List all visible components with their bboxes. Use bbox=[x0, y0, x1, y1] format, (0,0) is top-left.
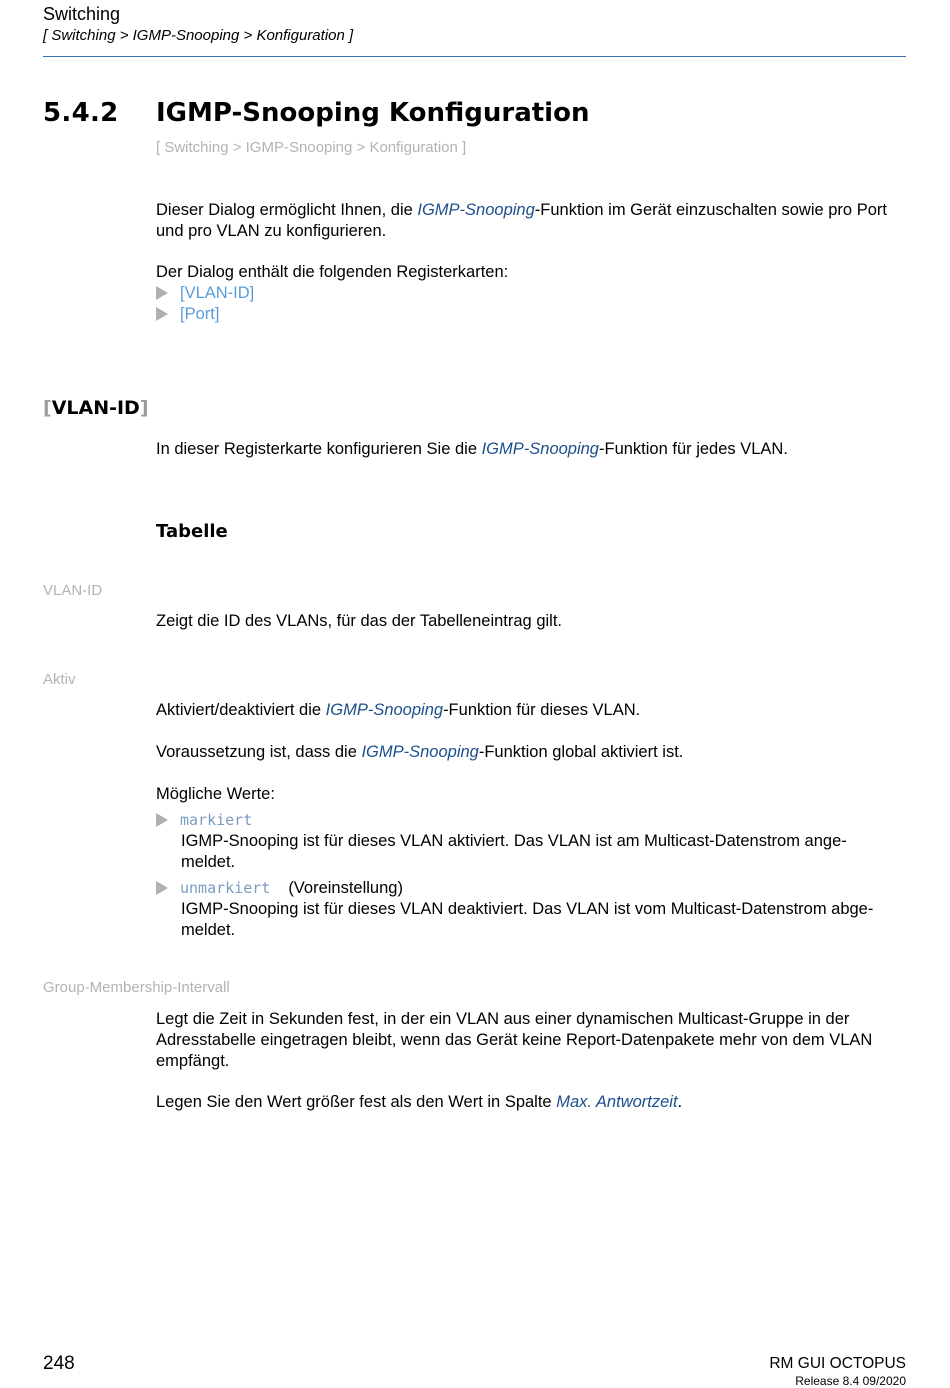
igmp-snooping-link[interactable]: IGMP-Snooping bbox=[361, 743, 479, 761]
section-number: 5.4.2 bbox=[43, 98, 119, 128]
bullet-triangle-icon bbox=[156, 286, 168, 300]
igmp-snooping-link[interactable]: IGMP-Snooping bbox=[417, 201, 535, 219]
unmarkiert-desc-line2: meldet. bbox=[181, 921, 236, 939]
gmi-desc-line3: empfängt. bbox=[156, 1052, 230, 1070]
intro-tabs-label: Der Dialog enthält die folgenden Registerkarten: bbox=[156, 263, 509, 281]
gmi-constraint bbox=[156, 1092, 908, 1113]
vlan-tab-desc-b: -Funktion für jedes VLAN. bbox=[599, 440, 788, 458]
gmi-constraint-b: . bbox=[677, 1093, 683, 1111]
tab-heading-vlan-id bbox=[43, 397, 149, 419]
tab-link-port[interactable]: [Port] bbox=[180, 305, 220, 323]
header-divider bbox=[43, 56, 906, 57]
intro-text-b: -Funktion im Gerät einzuschalten sowie pro Port bbox=[534, 201, 887, 219]
footer-release: Release 8.4 09/2020 bbox=[795, 1374, 906, 1388]
section-path: [ Switching > IGMP-Snooping > Konfiguration ] bbox=[156, 139, 467, 156]
gmi-desc-line1: Legt die Zeit in Sekunden fest, in der ein VLAN aus einer dynamischen Multicast-Gruppe in der bbox=[156, 1010, 850, 1028]
default-note: (Voreinstellung) bbox=[288, 879, 403, 897]
aktiv-prereq-a: Voraussetzung ist, dass die bbox=[156, 743, 362, 761]
param-label-group-membership-intervall: Group-Membership-Intervall bbox=[43, 979, 230, 996]
param-desc-vlan-id: Zeigt die ID des VLANs, für das der Tabelleneintrag gilt. bbox=[156, 612, 562, 630]
value-unmarkiert-desc bbox=[181, 899, 908, 941]
table-subheading: Tabelle bbox=[156, 521, 228, 542]
param-label-vlan-id: VLAN-ID bbox=[43, 582, 103, 599]
bullet-triangle-icon bbox=[156, 881, 168, 895]
bullet-triangle-icon bbox=[156, 813, 168, 827]
intro-text-a: Dieser Dialog ermöglicht Ihnen, die bbox=[156, 201, 418, 219]
markiert-desc-line1: IGMP-Snooping ist für dieses VLAN aktiviert. Das VLAN ist am Multicast-Datenstrom ange- bbox=[181, 832, 847, 850]
tab-link-vlan-id[interactable]: [VLAN-ID] bbox=[180, 284, 255, 302]
param-label-aktiv: Aktiv bbox=[43, 671, 76, 688]
footer-document-title: RM GUI OCTOPUS bbox=[769, 1355, 906, 1372]
value-markiert-desc bbox=[181, 831, 908, 873]
param-desc-aktiv bbox=[156, 700, 908, 721]
gmi-desc-line2: Adresstabelle eingetragen bleibt, wenn das Gerät keine Report-Datenpakete mehr von dem VLAN bbox=[156, 1031, 873, 1049]
bullet-triangle-icon bbox=[156, 307, 168, 321]
section-title: IGMP-Snooping Konfiguration bbox=[156, 98, 590, 128]
markiert-desc-line2: meldet. bbox=[181, 853, 236, 871]
heading-bracket-open: [ bbox=[43, 397, 52, 419]
value-option-unmarkiert bbox=[156, 878, 403, 899]
possible-values-label: Mögliche Werte: bbox=[156, 785, 275, 803]
value-markiert: markiert bbox=[180, 811, 253, 829]
igmp-snooping-link[interactable]: IGMP-Snooping bbox=[325, 701, 444, 719]
tab-list-item-vlan-id bbox=[156, 283, 254, 304]
igmp-snooping-link[interactable]: IGMP-Snooping bbox=[481, 440, 599, 458]
heading-bracket-close: ] bbox=[139, 397, 149, 419]
aktiv-prereq-b: -Funktion global aktiviert ist. bbox=[478, 743, 684, 761]
heading-text: VLAN-ID bbox=[51, 397, 140, 419]
aktiv-desc-b: -Funktion für dieses VLAN. bbox=[443, 701, 641, 719]
value-option-markiert bbox=[156, 810, 252, 831]
vlan-tab-description bbox=[156, 439, 908, 460]
intro-paragraph bbox=[156, 200, 908, 242]
unmarkiert-desc-line1: IGMP-Snooping ist für dieses VLAN deaktiviert. Das VLAN ist vom Multicast-Datenstrom abge- bbox=[181, 900, 874, 918]
vlan-tab-desc-a: In dieser Registerkarte konfigurieren Sie die bbox=[156, 440, 482, 458]
max-antwortzeit-link[interactable]: Max. Antwortzeit bbox=[556, 1093, 678, 1111]
intro-text-c: und pro VLAN zu konfigurieren. bbox=[156, 222, 387, 240]
aktiv-prerequisite bbox=[156, 742, 908, 763]
tab-list-item-port bbox=[156, 304, 219, 325]
running-header-title: Switching bbox=[43, 4, 121, 24]
value-unmarkiert: unmarkiert bbox=[180, 879, 271, 897]
gmi-constraint-a: Legen Sie den Wert größer fest als den Wert in Spalte bbox=[156, 1093, 557, 1111]
page-number: 248 bbox=[43, 1353, 75, 1374]
aktiv-desc-a: Aktiviert/deaktiviert die bbox=[156, 701, 326, 719]
running-header-path: [ Switching > IGMP-Snooping > Konfiguration ] bbox=[43, 27, 354, 44]
param-desc-group-membership-intervall bbox=[156, 1009, 908, 1072]
